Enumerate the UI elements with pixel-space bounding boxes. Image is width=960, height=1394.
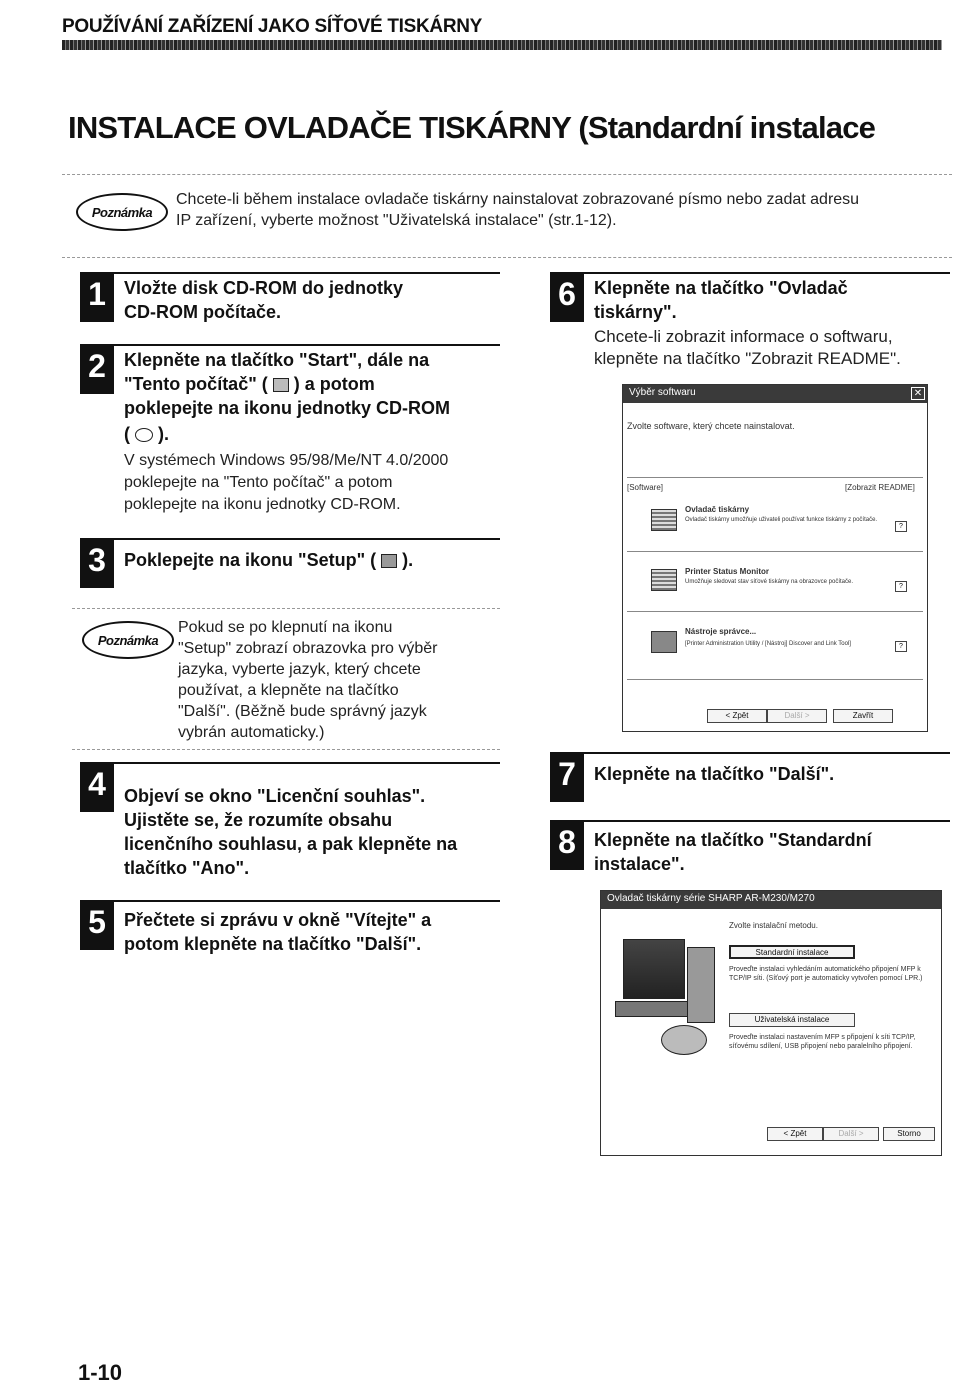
dialog-title: Ovladač tiskárny série SHARP AR-M230/M270: [607, 893, 815, 904]
step-heading-part: ).: [158, 424, 170, 444]
step-heading: tlačítko "Ano".: [124, 858, 250, 878]
step-number: 3: [80, 538, 114, 588]
cancel-button[interactable]: Storno: [883, 1127, 935, 1141]
readme-icon[interactable]: ?: [895, 521, 907, 532]
step-2: [80, 344, 500, 524]
software-item-desc: Umožňuje sledovat stav síťové tiskárny na obrazovce počítače.: [685, 579, 853, 585]
step-heading-part: ) a potom: [293, 374, 375, 394]
step-rule: [584, 752, 950, 754]
step-rule: [114, 538, 500, 540]
step-heading-part: Poklepejte na ikonu "Setup" (: [124, 550, 377, 570]
step-heading: Ujistěte se, že rozumíte obsahu: [124, 810, 393, 830]
step-heading: Klepněte na tlačítko "Další".: [594, 764, 835, 784]
readme-icon[interactable]: ?: [895, 581, 907, 592]
step-number: 6: [550, 272, 584, 322]
step-rule: [114, 900, 500, 902]
back-button[interactable]: < Zpět: [767, 1127, 823, 1141]
note-text-line: vybrán automaticky.): [178, 724, 325, 741]
computer-illustration-base: [615, 1001, 695, 1017]
step-number: 8: [550, 820, 584, 870]
software-item-name[interactable]: Printer Status Monitor: [685, 567, 770, 576]
step-heading-part: ).: [402, 550, 414, 570]
software-item-name[interactable]: Nástroje správce...: [685, 627, 757, 636]
dialog-title-bar: [623, 385, 927, 403]
step-heading: Objeví se okno "Licenční souhlas".: [124, 786, 426, 806]
next-button[interactable]: Další >: [767, 709, 827, 723]
page-title: INSTALACE OVLADAČE TISKÁRNY (Standardní instalace: [68, 110, 876, 145]
computer-illustration: [623, 939, 685, 999]
custom-install-desc: Proveďte instalaci nastavením MFP s připojení k síti TCP/IP, síťovému sdílení, USB připojení nebo paralelního připojení.: [729, 1034, 916, 1050]
step-heading: [124, 372, 375, 396]
standard-install-button[interactable]: Standardní instalace: [729, 945, 855, 959]
step-heading: Přečtete si zprávu v okně "Vítejte" a: [124, 910, 432, 930]
step-5: [80, 900, 500, 960]
note-text-line: používat, a klepněte na tlačítko: [178, 682, 399, 699]
step-heading: licenčního souhlasu, a pak klepněte na: [124, 834, 458, 854]
step-heading: ( ).: [124, 424, 170, 444]
step-heading: Klepněte na tlačítko "Ovladač: [594, 278, 848, 298]
my-computer-icon: [273, 378, 289, 392]
note-icon: Poznámka: [82, 621, 174, 659]
step-rule: [114, 272, 500, 274]
step-body-line: V systémech Windows 95/98/Me/NT 4.0/2000: [124, 452, 449, 469]
step-heading: Klepněte na tlačítko "Start", dále na: [124, 350, 430, 370]
step-heading: instalace".: [594, 854, 685, 874]
step-heading: Klepněte na tlačítko "Standardní: [594, 830, 872, 850]
step-heading: poklepejte na ikonu jednotky CD-ROM: [124, 398, 451, 418]
column-software: [Software]: [627, 483, 664, 492]
note-text-line: "Setup" zobrazí obrazovka pro výběr: [178, 640, 438, 657]
step-rule: [584, 820, 950, 822]
step-heading: CD-ROM počítače.: [124, 302, 282, 322]
close-button[interactable]: Zavřít: [833, 709, 893, 723]
dialog-title: Výběr softwaru: [629, 387, 696, 398]
step-rule: [114, 762, 500, 764]
step-body-line: poklepejte na ikonu jednotky CD-ROM.: [124, 496, 401, 513]
next-button[interactable]: Další >: [823, 1127, 879, 1141]
close-icon[interactable]: ✕: [911, 387, 925, 400]
dialog-prompt: Zvolte instalační metodu.: [729, 921, 818, 930]
step-number: 4: [80, 762, 114, 812]
step-heading: potom klepněte na tlačítko "Další".: [124, 934, 422, 954]
step-number: 7: [550, 752, 584, 802]
step-8: [550, 820, 950, 876]
note-text-line: Chcete-li během instalace ovladače tiskárny nainstalovat zobrazované písmo nebo zadat adresu: [176, 191, 860, 208]
admin-tools-icon[interactable]: [651, 631, 677, 653]
step-body-line: klepněte na tlačítko "Zobrazit README".: [594, 349, 901, 368]
step-body-line: Chcete-li zobrazit informace o softwaru,: [594, 327, 893, 346]
step-number: 1: [80, 272, 114, 322]
step-heading: Vložte disk CD-ROM do jednotky: [124, 278, 404, 298]
header-title: POUŽÍVÁNÍ ZAŘÍZENÍ JAKO SÍŤOVÉ TISKÁRNY: [62, 16, 483, 37]
step-heading: tiskárny".: [594, 302, 677, 322]
note-box-2: [72, 608, 500, 750]
note-icon: Poznámka: [76, 193, 168, 231]
cd-illustration: [661, 1025, 707, 1055]
step-number: 2: [80, 344, 114, 394]
step-heading-part: "Tento počítač" (: [124, 374, 268, 394]
software-item-desc: [Printer Administration Utility / [Nástroj] Discover and Link Tool]: [685, 641, 851, 647]
step-number: 5: [80, 900, 114, 950]
status-monitor-icon[interactable]: [651, 569, 677, 591]
page-number: 1-10: [78, 1360, 123, 1385]
step-6: [550, 272, 950, 372]
step-4: [80, 762, 500, 882]
note-text-line: Pokud se po klepnutí na ikonu: [178, 619, 393, 636]
dialog-title-bar: [601, 891, 941, 909]
software-item-desc: Ovladač tiskárny umožňuje uživateli používat funkce tiskárny z počítače.: [685, 517, 878, 523]
step-body-line: poklepejte na "Tento počítač" a potom: [124, 474, 393, 491]
note-text-line: "Další". (Běžně bude správný jazyk: [178, 703, 427, 720]
custom-install-button[interactable]: Uživatelská instalace: [729, 1013, 855, 1027]
computer-illustration-tower: [687, 947, 715, 1023]
step-7: [550, 752, 950, 802]
software-item-name[interactable]: Ovladač tiskárny: [685, 505, 750, 514]
printer-driver-icon[interactable]: [651, 509, 677, 531]
step-heading: [124, 548, 413, 572]
step-1: [80, 272, 500, 332]
install-method-dialog: [600, 890, 942, 1156]
back-button[interactable]: < Zpět: [707, 709, 767, 723]
note-text-line: jazyka, vyberte jazyk, který chcete: [178, 661, 421, 678]
step-rule: [114, 344, 500, 346]
note-box-1: [62, 174, 952, 258]
cdrom-drive-icon: [135, 428, 153, 442]
note-text-line: IP zařízení, vyberte možnost "Uživatelská instalace" (str.1-12).: [176, 212, 617, 229]
step-3: [80, 538, 500, 588]
step-rule: [584, 272, 950, 274]
column-readme: [Zobrazit README]: [845, 483, 915, 492]
software-selection-dialog: [622, 384, 928, 732]
standard-install-desc: Proveďte instalaci vyhledáním automatického připojení MFP k TCP/IP síti. (Síťový port je automaticky vytvořen pomocí LPR.): [729, 966, 923, 982]
header-bar: [62, 40, 942, 50]
dialog-prompt: Zvolte software, který chcete nainstalovat.: [627, 421, 795, 431]
setup-icon: [381, 554, 397, 568]
readme-icon[interactable]: ?: [895, 641, 907, 652]
